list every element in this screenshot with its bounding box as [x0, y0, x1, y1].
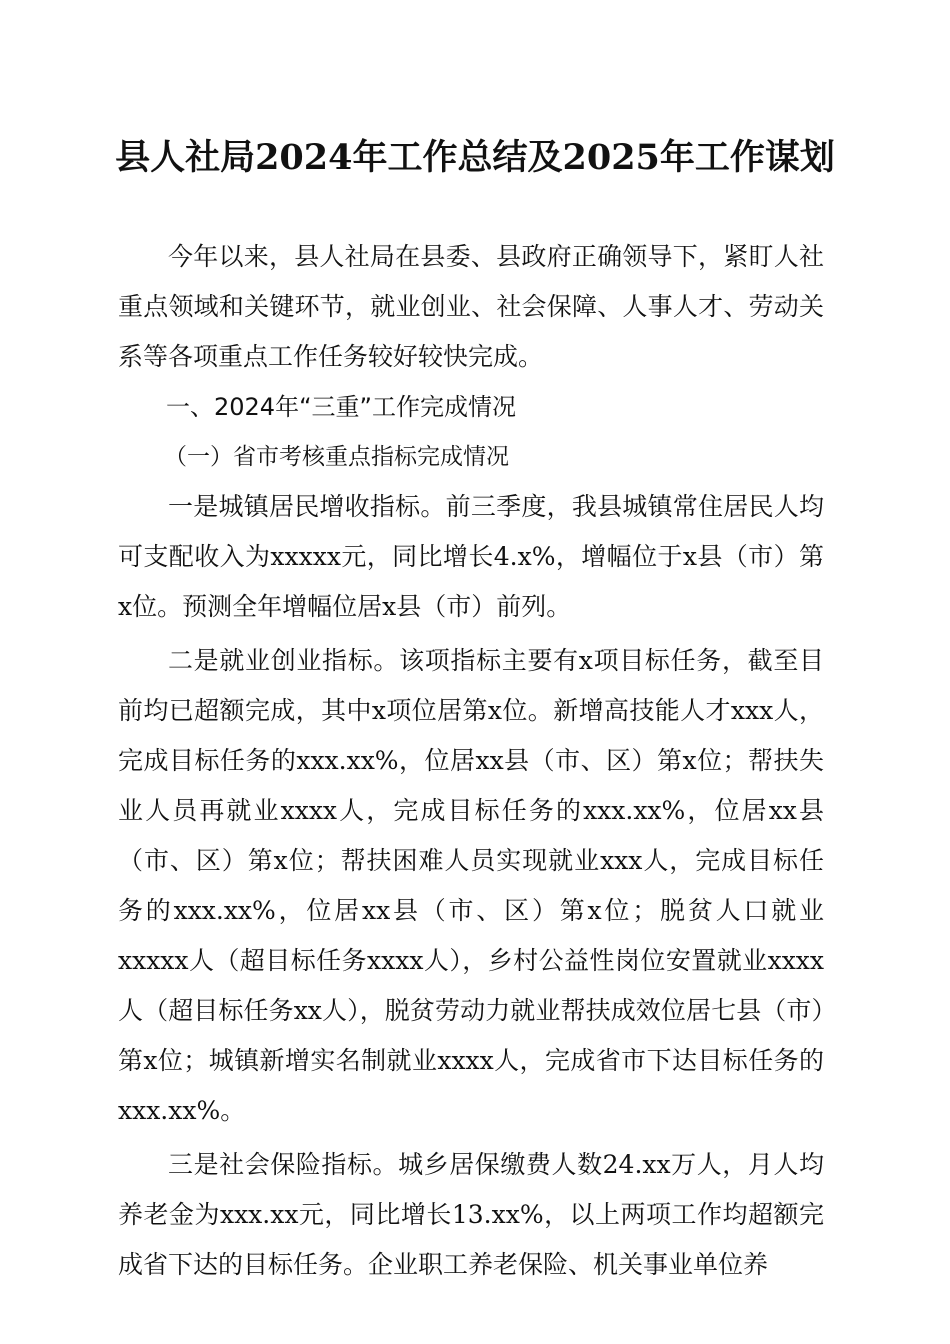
subsection-heading-1: （一）省市考核重点指标完成情况 — [164, 444, 509, 470]
paragraph-employment-indicator: 二是就业创业指标。该项指标主要有x项目标任务，截至目前均已超额完成，其中x项位居第x位。新增高技能人才xxx人，完成目标任务的xxx.xx%，位居xx县（市、区）第x位；帮扶失业人员再就业xxxx人，完成目标任务的xxx.xx%，位居xx县（市、区）第x位；帮扶困难人员实现就业xxx人，完成目标任务的xxx.xx%，位居xx县（市、区）第x位；脱贫人口就业xxxxx人（超目标任务xxxx人），乡村公益性岗位安置就业xxxx人（超目标任务xx人），脱贫劳动力就业帮扶成效位居七县（市）第x位；城镇新增实名制就业xxxx人，完成省市下达目标任务的xxx.xx%。 — [118, 646, 824, 1125]
section-heading-1: 一、2024年“三重”工作完成情况 — [166, 393, 516, 421]
paragraph-social-insurance-indicator: 三是社会保险指标。城乡居保缴费人数24.xx万人，月人均养老金为xxx.xx元，同比增长13.xx%，以上两项工作均超额完成省下达的目标任务。企业职工养老保险、机关事业单位养 — [118, 1150, 824, 1279]
intro-paragraph: 今年以来，县人社局在县委、县政府正确领导下，紧盯人社重点领域和关键环节，就业创业、社会保障、人事人才、劳动关系等各项重点工作任务较好较快完成。 — [118, 242, 824, 371]
document-title: 县人社局2024年工作总结及2025年工作谋划 — [115, 137, 835, 178]
paragraph-income-indicator: 一是城镇居民增收指标。前三季度，我县城镇常住居民人均可支配收入为xxxxx元，同比增长4.x%，增幅位于x县（市）第x位。预测全年增幅位居x县（市）前列。 — [118, 492, 824, 621]
document-body — [118, 232, 824, 1290]
